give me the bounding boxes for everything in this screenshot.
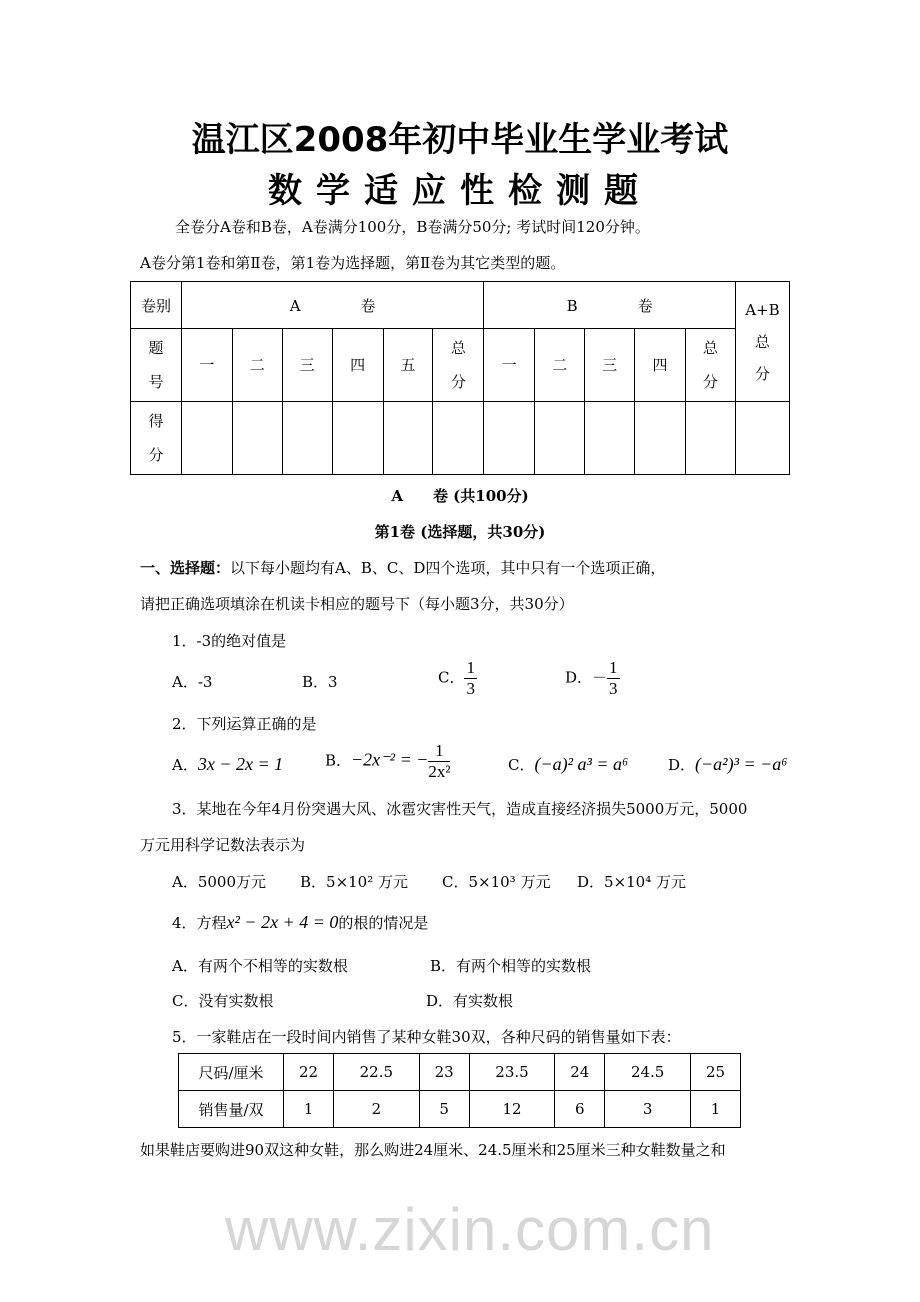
q2-option-b (325, 741, 450, 782)
table-cell: 1 (284, 1091, 334, 1128)
stem-text: 的根的情况是 (338, 914, 429, 932)
table-cell: 12 (469, 1091, 555, 1128)
q1-option-b: B．3 (302, 673, 338, 691)
score-table-cell: 二 (535, 329, 585, 402)
table-cell: 22.5 (334, 1054, 420, 1091)
q3-option-c: C．5×10³ 万元 (442, 873, 551, 891)
score-table-cell: B 卷 (484, 282, 736, 329)
table-cell: 22 (284, 1054, 334, 1091)
math-expression: 3x − 2x = 1 (197, 754, 284, 774)
score-table-cell (433, 329, 484, 402)
score-table-cell: 三 (585, 329, 635, 402)
denominator: 3 (609, 679, 618, 698)
table-cell: 2 (334, 1091, 420, 1128)
table-cell: 25 (690, 1054, 740, 1091)
option-label: A． (172, 756, 198, 774)
score-table-cell: 五 (383, 329, 433, 402)
table-cell: 23 (419, 1054, 469, 1091)
score-input-cell (433, 402, 484, 475)
score-input-cell (585, 402, 635, 475)
q4-option-b: B．有两个相等的实数根 (430, 957, 592, 975)
q3-stem-line-2: 万元用科学记数法表示为 (140, 836, 306, 854)
table-cell: 24.5 (605, 1054, 691, 1091)
q5-continuation: 如果鞋店要购进90双这种女鞋，那么购进24厘米、24.5厘米和25厘米三种女鞋数量之和 (140, 1141, 726, 1159)
part1-heading: 第1卷 (选择题，共30分) (374, 523, 546, 541)
section-a-heading: A 卷 (共100分) (391, 487, 529, 505)
score-input-cell (383, 402, 433, 475)
option-label: D．－ (565, 668, 608, 687)
cell-text: 总 (754, 332, 770, 351)
score-input-cell (535, 402, 585, 475)
option-label: D． (668, 756, 696, 774)
table-cell: 尺码/厘米 (179, 1054, 284, 1091)
q2-option-a (172, 754, 283, 775)
fraction (464, 658, 477, 699)
denominator: 3 (466, 679, 475, 698)
exam-title: 温江区2008年初中毕业生学业考试 (191, 120, 729, 160)
table-cell: 3 (605, 1091, 691, 1128)
numerator: 1 (428, 741, 450, 762)
score-input-cell (332, 402, 383, 475)
q3-stem-line-1: 3．某地在今年4月份突遇大风、冰雹灾害性天气，造成直接经济损失5000万元，5000 (172, 800, 748, 818)
q3-option-b: B．5×10² 万元 (300, 873, 409, 891)
option-label: C． (438, 668, 465, 687)
q2-stem: 2．下列运算正确的是 (172, 715, 317, 733)
cell-text: 分 (754, 364, 770, 383)
q2-option-c (508, 754, 628, 775)
cell-text: 题 (148, 339, 164, 357)
score-table-cell: 一 (484, 329, 535, 402)
score-table (130, 281, 790, 475)
cell-text: 分 (702, 373, 718, 391)
exam-subtitle: 数学适应性检测题 (268, 171, 652, 211)
score-table-cell: 四 (332, 329, 383, 402)
math-expression: (−a²)³ = −a⁶ (695, 754, 788, 774)
cell-text: A+B (745, 300, 780, 319)
math-expression: x² − 2x + 4 = 0 (226, 912, 339, 932)
q-intro-line-2: 请把正确选项填涂在机读卡相应的题号下（每小题3分，共30分） (140, 595, 574, 613)
score-table-cell: 卷别 (131, 282, 182, 329)
q4-option-a: A．有两个不相等的实数根 (172, 957, 348, 975)
table-cell: 24 (555, 1054, 605, 1091)
q-intro-line-1 (140, 557, 665, 578)
q4-option-c: C．没有实数根 (172, 992, 274, 1010)
cell-text: 总 (702, 339, 718, 357)
score-input-cell (484, 402, 535, 475)
denominator: 2x² (428, 762, 451, 781)
score-table-cell: 二 (232, 329, 282, 402)
intro-line-2: A卷分第1卷和第Ⅱ卷，第1卷为选择题，第Ⅱ卷为其它类型的题。 (140, 254, 566, 272)
cell-text: 号 (148, 373, 164, 391)
intro-line-1: 全卷分A卷和B卷，A卷满分100分，B卷满分50分; 考试时间120分钟。 (175, 218, 650, 236)
math-expression: (−a)² a³ = a⁶ (534, 754, 629, 774)
q4-option-d: D．有实数根 (426, 992, 514, 1010)
q4-stem (172, 912, 428, 933)
q1-option-a: A．-3 (172, 673, 213, 691)
q1-stem: 1．-3的绝对值是 (172, 632, 287, 650)
q3-option-d: D．5×10⁴ 万元 (577, 873, 687, 891)
score-input-cell (232, 402, 282, 475)
shoe-size-table (178, 1053, 741, 1128)
fraction (428, 741, 450, 782)
cell-text: 得 (148, 412, 164, 430)
numerator: 1 (466, 658, 475, 677)
q-intro-text: 以下每小题均有A、B、C、D四个选项，其中只有一个选项正确， (230, 559, 666, 577)
option-label: B． (325, 751, 352, 770)
cell-text: 分 (148, 446, 164, 464)
score-table-cell (131, 402, 182, 475)
score-table-cell: 四 (635, 329, 686, 402)
watermark: www.zixin.com.cn (225, 1196, 715, 1263)
score-input-cell (735, 402, 789, 475)
q1-option-d (565, 658, 620, 699)
score-table-cell (735, 282, 789, 402)
q-heading: 一、选择题： (140, 559, 231, 577)
table-cell: 销售量/双 (179, 1091, 284, 1128)
option-label: C． (508, 756, 535, 774)
table-cell: 1 (690, 1091, 740, 1128)
score-input-cell (181, 402, 232, 475)
cell-text: 分 (450, 373, 466, 391)
table-cell: 23.5 (469, 1054, 555, 1091)
numerator: 1 (609, 658, 618, 677)
score-table-cell: 三 (282, 329, 332, 402)
score-input-cell (282, 402, 332, 475)
cell-text: 总 (450, 339, 466, 357)
q2-option-d (668, 754, 788, 775)
q5-stem: 5．一家鞋店在一段时间内销售了某种女鞋30双，各种尺码的销售量如下表： (172, 1028, 681, 1046)
score-input-cell (685, 402, 735, 475)
score-table-cell: 一 (181, 329, 232, 402)
score-input-cell (635, 402, 686, 475)
table-cell: 6 (555, 1091, 605, 1128)
table-cell: 5 (419, 1091, 469, 1128)
score-table-cell (685, 329, 735, 402)
q1-option-c (438, 658, 477, 699)
stem-text: 4．方程 (172, 914, 227, 932)
fraction (607, 658, 620, 699)
score-table-cell (131, 329, 182, 402)
math-expression: −2x⁻² = − (351, 749, 429, 770)
q3-option-a: A．5000万元 (172, 873, 267, 891)
score-table-cell: A 卷 (181, 282, 483, 329)
